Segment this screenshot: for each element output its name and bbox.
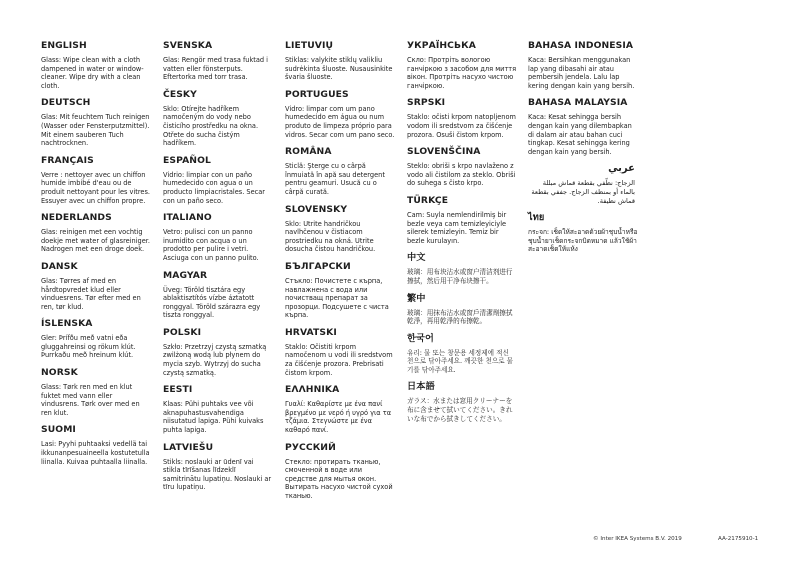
language-heading: SLOVENŠČINA (407, 146, 481, 158)
language-heading: УКРАЇНСЬКА (407, 40, 476, 51)
language-section (41, 97, 151, 147)
care-instruction: Szkło: Przetrzyj czystą szmatką zwilżoną wodą lub płynem do mycia szyb. Wytrzyj do sucha czystą szmatką. (163, 342, 267, 377)
language-heading: 中文 (407, 252, 426, 264)
copyright-text: © Inter IKEA Systems B.V. 2019 (593, 536, 682, 542)
language-section (163, 270, 273, 320)
care-instruction: Vidrio: limpiar con un paño humedecido con agua o un producto limpiacristales. Secar con un paño seco. (163, 170, 266, 205)
language-heading: BAHASA MALAYSIA (528, 97, 628, 109)
care-instruction: Glas: Tørres af med en hårdtopvredet klud eller vinduesrens. Tør efter med en ren, tør klud. (41, 276, 141, 311)
care-instruction: Стекло: протирать тканью, смоченной в воде или средстве для мытья окон. Вытирать насухо чистой сухой тканью. (285, 457, 393, 500)
language-section (163, 89, 273, 148)
care-instruction: กระจก: เช็ดให้สะอาดด้วยผ้าชุบน้ำหรือชุบน้ำยาเช็ดกระจกบิดหมาด แล้วใช้ผ้าสะอาดเช็ดให้แห้ง (528, 228, 638, 254)
language-heading: LATVIEŠU (163, 441, 214, 453)
care-instruction: 玻璃：用布块沾水或窗户清洁剂进行擦拭，然后用干净布块擦干。 (407, 268, 513, 285)
care-instruction: Sticlă: Şterge cu o cârpă înmuiată în apă sau detergent pentru geamuri. Usucă cu o cârpă curată. (285, 162, 385, 196)
care-instruction: Kaca: Bersihkan menggunakan lap yang dibasahi air atau pembersih jendela. Lalu lap kering dengan kain yang bersih. (528, 56, 635, 90)
care-instruction: Klaas: Pühi puhtaks vee või aknapuhastusvahendiga niisutatud lapiga. Pühi kuivaks puhta lapiga. (163, 400, 264, 435)
language-section (41, 261, 151, 311)
language-heading: DANSK (41, 260, 78, 272)
care-instruction: Glas: reinigen met een vochtig doekje met water of glasreiniger. Nadrogen met een droge doek. (41, 228, 150, 254)
language-heading: EESTI (163, 384, 193, 396)
care-instruction: Staklo: Očistiti krpom namočenom u vodi ili sredstvom za čišćenje prozora. Prebrisati čistom krpom. (285, 342, 393, 377)
language-section (163, 384, 273, 434)
language-heading: РУССКИЙ (285, 441, 336, 453)
language-heading: SUOMI (41, 424, 76, 436)
language-heading: 繁中 (407, 292, 426, 304)
language-heading: FRANÇAIS (41, 154, 94, 166)
language-section (528, 40, 638, 90)
language-heading: BAHASA INDONESIA (528, 40, 634, 51)
language-heading: ไทย (528, 212, 545, 224)
language-section (528, 163, 638, 205)
care-instruction: Cam: Suyla nemlendirilmiş bir bezle veya cam temizleyiciyle silerek temizleyin. Temiz bir bezle kurulayın. (407, 210, 507, 245)
language-section (285, 384, 395, 434)
column-1 (41, 40, 151, 473)
care-instruction: 유리: 물 또는 창문용 세정제에 적신 천으로 닦아주세요. 깨끗한 천으로 물기를 닦아주세요. (407, 348, 514, 374)
language-heading: NORSK (41, 367, 78, 379)
language-heading: HRVATSKI (285, 326, 337, 338)
care-instruction: Glass: Tørk ren med en klut fuktet med vann eller vindusrens. Tørk over med en ren klut. (41, 383, 140, 417)
language-section (407, 40, 517, 90)
language-heading: SRPSKI (407, 97, 446, 109)
care-instruction: الزجاج: نظّفي بقطعة قماش مبللة بالماء أو بمنظف الزجاج. جففي بقطعة قماش نظيفة. (531, 179, 635, 205)
care-instruction: Üveg: Töröld tisztára egy ablaktisztítós vízbe áztatott ronggyal. Töröld szárazra egy tiszta ronggyal. (163, 285, 261, 320)
language-section (41, 318, 151, 360)
care-instruction: Lasi: Pyyhi puhtaaksi vedellä tai ikkunanpesuaineella kostutetulla liinalla. Kuivaa puhtaalla liinalla. (41, 440, 150, 466)
column-5 (528, 40, 638, 261)
column-4 (407, 40, 517, 430)
language-heading: 한국어 (407, 332, 434, 344)
language-section (285, 146, 395, 196)
language-section (407, 252, 517, 285)
language-section (41, 155, 151, 205)
language-heading: ITALIANO (163, 212, 212, 224)
language-section (41, 367, 151, 417)
care-instruction: Стъкло: Почистете с кърпа, навлажнена с вода или почистващ препарат за прозорци. Подсушете с чиста кърпа. (285, 276, 389, 320)
language-heading: عربي (608, 163, 635, 175)
language-section (285, 40, 395, 82)
language-heading: PORTUGUES (285, 88, 349, 100)
care-instruction: ガラス：水または窓用クリーナーを布に含ませて拭いてください。きれいな布でから拭きしてください。 (407, 397, 513, 423)
language-heading: POLSKI (163, 326, 202, 338)
language-heading: NEDERLANDS (41, 212, 112, 224)
care-instruction: Sklo: Otírejte hadříkem namočeným do vody nebo čisticího prostředku na okna. Otřete do sucha čistým hadříkem. (163, 104, 259, 148)
care-instruction: Скло: Протріть вологою ганчіркою з засобом для миття вікон. Протріть насухо чистою ганчіркою. (407, 56, 517, 90)
language-heading: SLOVENSKY (285, 203, 348, 215)
language-section (407, 97, 517, 139)
language-section (407, 381, 517, 423)
language-section (285, 442, 395, 501)
language-heading: ΕΛΛΗΝΙΚΑ (285, 384, 340, 396)
language-section (163, 327, 273, 377)
language-section (163, 442, 273, 492)
language-section (407, 146, 517, 188)
care-instruction: Glas: Rengör med trasa fuktad i vatten eller fönsterputs. Eftertorka med torr trasa. (163, 56, 269, 82)
care-instruction: Sklo: Utrite handričkou navlhčenou v čistiacom prostriedku na okná. Utrite dosucha čistou handričkou. (285, 219, 376, 254)
care-instruction: Glas: Mit feuchtem Tuch reinigen (Wasser oder Fensterputzmittel). Mit einem sauberen Tuch nachtrocknen. (41, 113, 150, 148)
language-section (41, 424, 151, 466)
language-section (41, 40, 151, 90)
language-section (285, 204, 395, 254)
care-instruction: Stiklas: valykite stiklų valikliu sudrėkinta šluoste. Nusausinkite švaria šluoste. (285, 56, 393, 82)
care-instruction: Γυαλί: Καθαρίστε με ένα πανί βρεγμένο με νερό ή υγρό για τα τζάμια. Στεγνώστε με ένα καθαρό πανί. (285, 400, 392, 435)
care-instruction: Stikls: noslauki ar ūdenī vai stikla tīrīšanas līdzeklī samitrinātu lupatiņu. Noslauki ar tīru lupatiņu. (163, 457, 272, 492)
language-section (407, 333, 517, 375)
language-section (285, 327, 395, 377)
care-instruction: Gler: Þrífðu með vatni eða gluggahreinsi og rökum klút. Þurrkaðu með hreinum klút. (41, 334, 136, 360)
care-instruction: Verre : nettoyer avec un chiffon humide imbibé d'eau ou de produit nettoyant pour les vitres. Essuyer avec un chiffon propre. (41, 170, 151, 205)
care-instruction: Glass: Wipe clean with a cloth dampened in water or window-cleaner. Wipe dry with a clean cloth. (41, 56, 144, 90)
language-section (163, 212, 273, 262)
language-section (407, 293, 517, 326)
language-heading: ÍSLENSKA (41, 318, 93, 330)
language-heading: ENGLISH (41, 40, 87, 51)
document-id: AA-2175910-1 (718, 536, 759, 542)
care-instruction: Vetro: pulisci con un panno inumidito con acqua o un prodotto per pulire i vetri. Asciuga con un panno pulito. (163, 228, 259, 262)
language-heading: LIETUVIŲ (285, 40, 334, 51)
column-3 (285, 40, 395, 508)
column-2 (163, 40, 273, 499)
care-instruction: 玻璃：用抹布沾水或窗戶清潔劑擦拭乾淨，再用乾淨的布擦乾。 (407, 308, 513, 326)
care-instruction: Staklo: očisti krpom natopljenom vodom ili sredstvom za čišćenje prozora. Osuši čistom krpom. (407, 113, 516, 139)
language-heading: DEUTSCH (41, 97, 91, 109)
language-section (163, 40, 273, 82)
language-heading: ESPAÑOL (163, 154, 211, 166)
language-heading: MAGYAR (163, 269, 208, 281)
language-heading: ROMÂNA (285, 146, 332, 158)
language-section (528, 97, 638, 156)
language-heading: SVENSKA (163, 40, 213, 51)
language-heading: ČESKY (163, 88, 197, 100)
language-section (163, 155, 273, 205)
language-section (285, 89, 395, 139)
language-section (528, 212, 638, 254)
language-section (407, 195, 517, 245)
care-instruction: Steklo: obriši s krpo navlaženo z vodo ali čistilom za steklo. Obriši do suhega s čisto krpo. (407, 162, 516, 188)
language-heading: 日本語 (407, 381, 435, 393)
language-section (285, 261, 395, 320)
language-heading: БЪЛГАРСКИ (285, 260, 351, 272)
care-instruction: Kaca: Kesat sehingga bersih dengan kain yang dilembapkan di dalam air atau bahan cuci tingkap. Kesat sehingga kering dengan kain yang bersih. (528, 113, 632, 156)
language-section (41, 212, 151, 254)
language-heading: TÜRKÇE (407, 194, 449, 206)
care-instruction: Vidro: limpar com um pano humedecido em água ou num produto de limpeza próprio para vidros. Secar com um pano seco. (285, 104, 395, 139)
